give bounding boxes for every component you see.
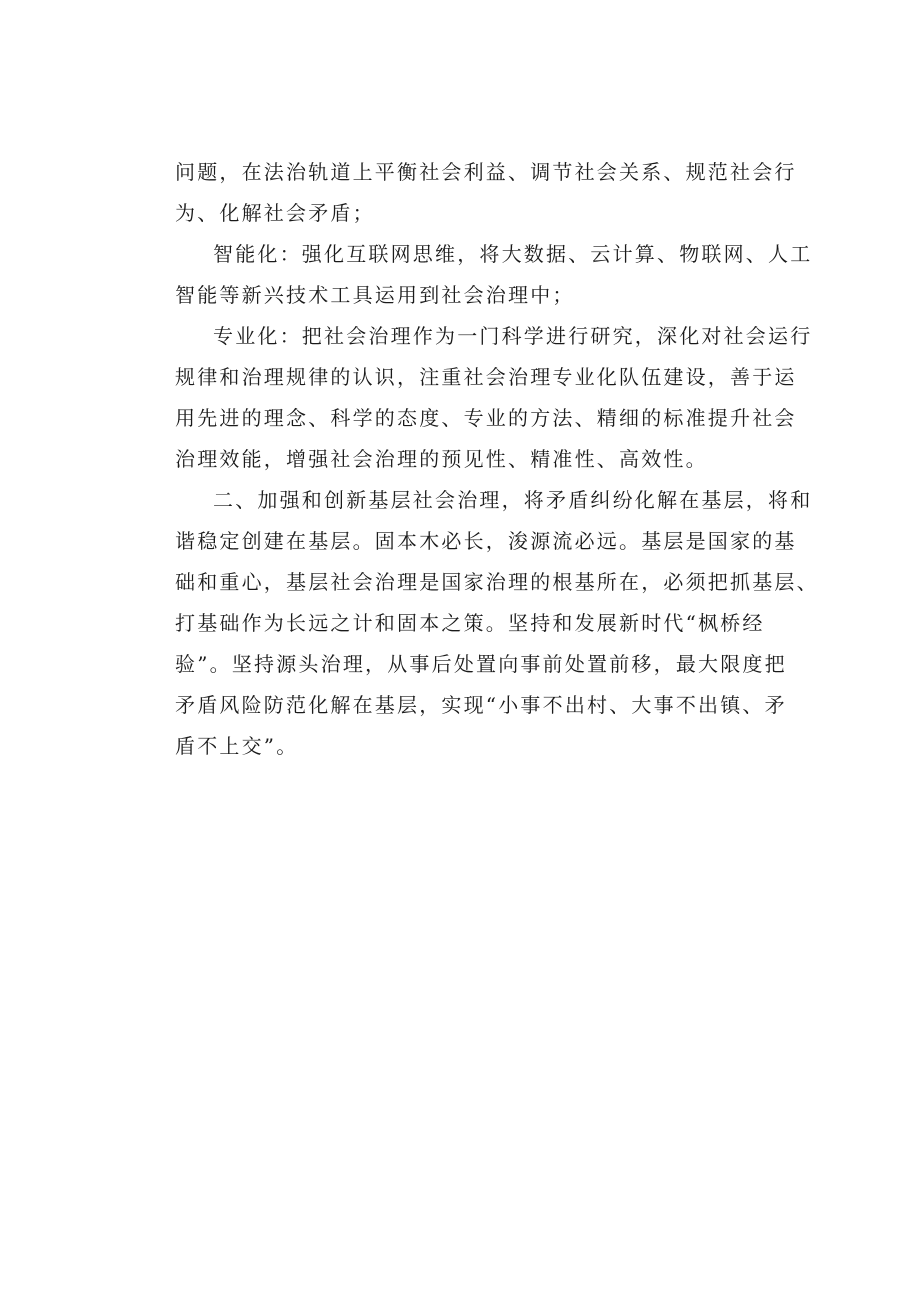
text-line: 用先进的理念、科学的态度、专业的方法、精细的标准提升社会 — [175, 406, 797, 430]
paragraph — [175, 316, 813, 480]
text-line: 智能等新兴技术工具运用到社会治理中； — [175, 283, 575, 307]
text-line: 为、化解社会矛盾； — [175, 201, 375, 225]
text-line: 规律和治理规律的认识，注重社会治理专业化队伍建设，善于运 — [175, 365, 797, 389]
text-line: 治理效能，增强社会治理的预见性、精准性、高效性。 — [175, 447, 708, 471]
text-line: 矛盾风险防范化解在基层，实现“小事不出村、大事不出镇、矛 — [175, 693, 787, 717]
paragraph — [175, 152, 797, 234]
paragraph — [175, 234, 813, 316]
text-line: 打基础作为长远之计和固本之策。坚持和发展新时代“枫桥经 — [175, 611, 765, 635]
text-line: 专业化：把社会治理作为一门科学进行研究，深化对社会运行 — [213, 324, 813, 348]
text-line: 智能化：强化互联网思维，将大数据、云计算、物联网、人工 — [213, 242, 813, 266]
text-line: 验”。坚持源头治理，从事后处置向事前处置前移，最大限度把 — [175, 652, 787, 676]
text-line: 础和重心，基层社会治理是国家治理的根基所在，必须把抓基层、 — [175, 570, 819, 594]
paragraph — [175, 480, 819, 767]
text-line: 问题，在法治轨道上平衡社会利益、调节社会关系、规范社会行 — [175, 160, 797, 184]
text-line: 谐稳定创建在基层。固本木必长，浚源流必远。基层是国家的基 — [175, 529, 797, 553]
text-line: 二、加强和创新基层社会治理，将矛盾纠纷化解在基层，将和 — [213, 488, 813, 512]
text-line: 盾不上交”。 — [175, 734, 299, 758]
document-body — [175, 152, 819, 767]
